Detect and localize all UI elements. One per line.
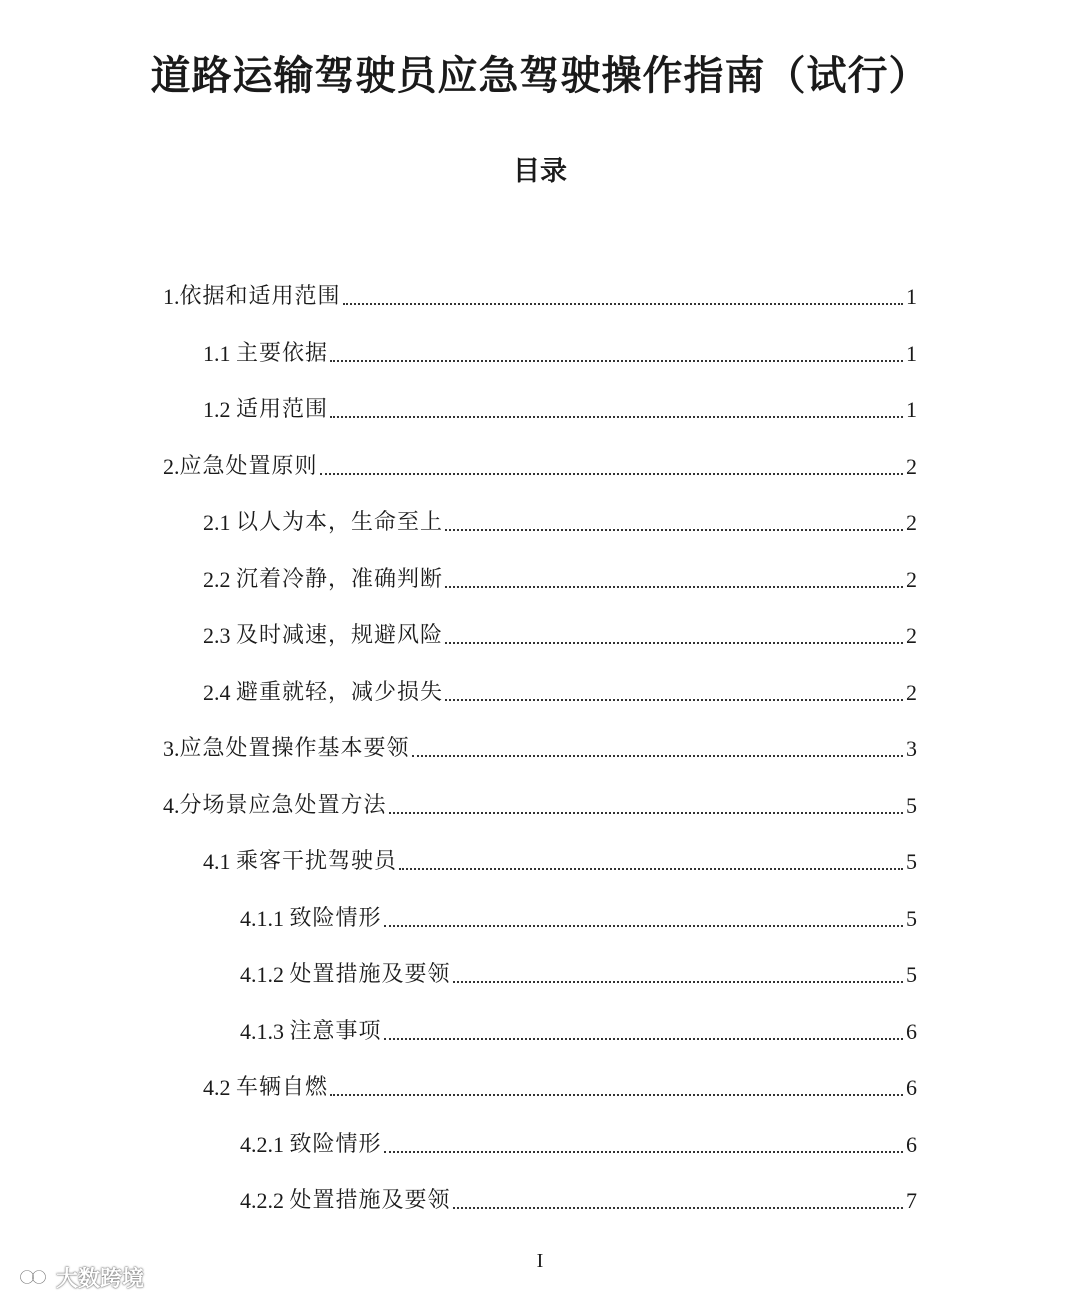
toc-entry-title: 乘客干扰驾驶员 bbox=[236, 849, 398, 874]
dot-leader bbox=[384, 1038, 903, 1040]
toc-entry-number: 4.2.1 bbox=[240, 1131, 290, 1157]
toc-entry-number: 1.2 bbox=[203, 397, 236, 422]
toc-entry-page: 5 bbox=[906, 849, 917, 874]
document-title: 道路运输驾驶员应急驾驶操作指南（试行） bbox=[150, 53, 930, 99]
dot-leader bbox=[384, 1151, 903, 1153]
toc-entry[interactable] bbox=[240, 946, 917, 990]
toc-entry[interactable] bbox=[203, 607, 917, 651]
toc-entry-title: 车辆自燃 bbox=[236, 1075, 329, 1100]
toc-entry[interactable] bbox=[203, 381, 917, 425]
toc-entry-page: 5 bbox=[906, 792, 917, 818]
toc-entry-title: 处置措施及要领 bbox=[289, 962, 451, 987]
toc-entry-title: 及时减速，规避风险 bbox=[236, 623, 444, 648]
toc-entry-page: 1 bbox=[906, 340, 917, 366]
toc-entry-page: 3 bbox=[906, 736, 917, 761]
toc-entry-page: 2 bbox=[906, 510, 917, 535]
toc-entry-page: 1 bbox=[906, 397, 917, 422]
toc-heading: 目录 bbox=[513, 156, 567, 187]
dot-leader bbox=[445, 642, 903, 644]
toc-entry-title: 避重就轻，减少损失 bbox=[236, 679, 444, 705]
toc-entry-number: 2.4 bbox=[203, 679, 236, 705]
watermark-text: 大数跨境 bbox=[56, 1266, 145, 1292]
toc-entry-number: 1.1 bbox=[203, 340, 236, 366]
toc-entry[interactable] bbox=[203, 325, 917, 369]
toc-entry[interactable] bbox=[163, 438, 917, 482]
toc-entry-title: 注意事项 bbox=[289, 1018, 382, 1044]
toc-entry[interactable] bbox=[240, 1172, 917, 1216]
toc-entry-number: 2.1 bbox=[203, 510, 236, 535]
toc-entry[interactable] bbox=[240, 890, 917, 934]
dot-leader bbox=[320, 473, 903, 475]
dot-leader bbox=[453, 981, 903, 983]
toc-entry-title: 主要依据 bbox=[236, 340, 329, 366]
toc-entry[interactable] bbox=[203, 833, 917, 877]
toc-entry-number: 4.1.3 bbox=[240, 1018, 290, 1044]
toc-entry-title: 致险情形 bbox=[289, 905, 382, 931]
toc-entry-title: 沉着冷静，准确判断 bbox=[236, 566, 444, 592]
toc-entry-page: 2 bbox=[906, 679, 917, 705]
watermark bbox=[8, 1262, 144, 1292]
dot-leader bbox=[445, 699, 903, 701]
dot-leader bbox=[330, 360, 903, 362]
page-number: I bbox=[536, 1250, 544, 1272]
toc-entry-page: 2 bbox=[906, 453, 917, 479]
toc-entry-title: 依据和适用范围 bbox=[179, 284, 341, 309]
toc-entry-page: 1 bbox=[906, 284, 917, 309]
toc-entry-number: 3. bbox=[163, 736, 180, 761]
toc-entry-number: 2.3 bbox=[203, 623, 236, 648]
toc-entry[interactable] bbox=[203, 1059, 917, 1103]
dot-leader bbox=[384, 925, 903, 927]
toc-entry[interactable] bbox=[203, 664, 917, 708]
toc-entry-number: 4.2.2 bbox=[240, 1188, 290, 1213]
toc-entry-page: 6 bbox=[906, 1075, 917, 1100]
toc-entry[interactable] bbox=[163, 268, 917, 312]
toc-entry-number: 4. bbox=[163, 792, 180, 818]
toc-entry-title: 应急处置操作基本要领 bbox=[179, 736, 410, 761]
dot-leader bbox=[399, 868, 903, 870]
toc-entry-number: 4.1.2 bbox=[240, 962, 290, 987]
dot-leader bbox=[445, 529, 903, 531]
toc-entry[interactable] bbox=[240, 1003, 917, 1047]
toc-entry-title: 适用范围 bbox=[236, 397, 329, 422]
dot-leader bbox=[453, 1207, 903, 1209]
toc-entry-page: 6 bbox=[906, 1131, 917, 1157]
toc-entry-title: 致险情形 bbox=[289, 1131, 382, 1157]
toc-entry-title: 处置措施及要领 bbox=[289, 1188, 451, 1213]
dot-leader bbox=[445, 586, 903, 588]
toc-entry[interactable] bbox=[163, 720, 917, 764]
brand-logo-icon bbox=[8, 1265, 50, 1289]
toc-entry[interactable] bbox=[240, 1116, 917, 1160]
toc-entry-page: 7 bbox=[906, 1188, 917, 1213]
dot-leader bbox=[330, 1094, 903, 1096]
toc-entry-page: 5 bbox=[906, 962, 917, 987]
toc-entry-number: 2.2 bbox=[203, 566, 236, 592]
toc-entry-title: 以人为本，生命至上 bbox=[236, 510, 444, 535]
toc-entry-title: 分场景应急处置方法 bbox=[179, 792, 387, 818]
toc-entry-number: 4.2 bbox=[203, 1075, 236, 1100]
toc-entry-number: 1. bbox=[163, 284, 180, 309]
dot-leader bbox=[412, 755, 903, 757]
dot-leader bbox=[330, 416, 903, 418]
toc-entry-title: 应急处置原则 bbox=[179, 453, 318, 479]
toc-entry[interactable] bbox=[163, 777, 917, 821]
toc-entry-page: 2 bbox=[906, 623, 917, 648]
toc-entry-page: 6 bbox=[906, 1018, 917, 1044]
toc-entry[interactable] bbox=[203, 494, 917, 538]
dot-leader bbox=[343, 303, 903, 305]
toc-entry-page: 5 bbox=[906, 905, 917, 931]
toc-entry-page: 2 bbox=[906, 566, 917, 592]
toc-entry-number: 4.1.1 bbox=[240, 905, 290, 931]
toc-entry-number: 4.1 bbox=[203, 849, 236, 874]
toc-entry[interactable] bbox=[203, 551, 917, 595]
toc-entry-number: 2. bbox=[163, 453, 180, 479]
dot-leader bbox=[389, 812, 903, 814]
